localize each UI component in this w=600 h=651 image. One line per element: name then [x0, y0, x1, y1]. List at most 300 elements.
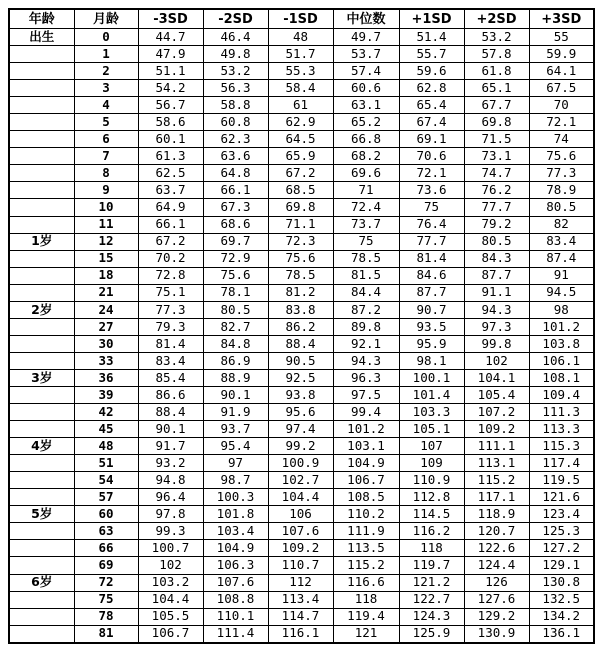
value-cell: 109 [399, 455, 464, 472]
value-cell: 49.7 [333, 29, 399, 46]
value-cell: 119.7 [399, 557, 464, 574]
value-cell: 98 [529, 301, 594, 318]
value-cell: 65.2 [333, 114, 399, 131]
value-cell: 61 [268, 97, 333, 114]
value-cell: 79.2 [464, 216, 529, 233]
age-cell [9, 523, 74, 540]
value-cell: 63.1 [333, 97, 399, 114]
value-cell: 116.2 [399, 523, 464, 540]
value-cell: 88.9 [203, 369, 268, 386]
value-cell: 69.6 [333, 165, 399, 182]
value-cell: 77.3 [138, 301, 203, 318]
value-cell: 113.1 [464, 455, 529, 472]
month-cell: 54 [74, 472, 138, 489]
month-cell: 27 [74, 318, 138, 335]
value-cell: 98.1 [399, 352, 464, 369]
value-cell: 68.6 [203, 216, 268, 233]
value-cell: 100.1 [399, 369, 464, 386]
value-cell: 68.5 [268, 182, 333, 199]
age-cell [9, 455, 74, 472]
table-row [9, 438, 594, 455]
month-cell: 33 [74, 352, 138, 369]
value-cell: 57.4 [333, 63, 399, 80]
value-cell: 97.3 [464, 318, 529, 335]
table-row [9, 523, 594, 540]
age-cell [9, 421, 74, 438]
value-cell: 75 [333, 233, 399, 250]
value-cell: 56.3 [203, 80, 268, 97]
value-cell: 68.2 [333, 148, 399, 165]
column-header-age: 年龄 [9, 9, 74, 29]
value-cell: 121.2 [399, 574, 464, 591]
value-cell: 86.2 [268, 318, 333, 335]
value-cell: 93.2 [138, 455, 203, 472]
month-cell: 36 [74, 369, 138, 386]
value-cell: 93.5 [399, 318, 464, 335]
value-cell: 88.4 [268, 335, 333, 352]
value-cell: 99.8 [464, 335, 529, 352]
table-row [9, 148, 594, 165]
value-cell: 91.7 [138, 438, 203, 455]
value-cell: 51.1 [138, 63, 203, 80]
value-cell: 67.2 [268, 165, 333, 182]
age-cell [9, 148, 74, 165]
age-cell [9, 540, 74, 557]
value-cell: 77.7 [464, 199, 529, 216]
value-cell: 58.4 [268, 80, 333, 97]
value-cell: 72.3 [268, 233, 333, 250]
age-cell [9, 335, 74, 352]
value-cell: 81.4 [399, 250, 464, 267]
value-cell: 53.2 [203, 63, 268, 80]
value-cell: 49.8 [203, 46, 268, 63]
value-cell: 106.3 [203, 557, 268, 574]
value-cell: 104.4 [138, 591, 203, 608]
value-cell: 95.9 [399, 335, 464, 352]
value-cell: 115.2 [333, 557, 399, 574]
value-cell: 72.8 [138, 267, 203, 284]
value-cell: 92.1 [333, 335, 399, 352]
value-cell: 134.2 [529, 608, 594, 625]
table-row [9, 46, 594, 63]
value-cell: 57.8 [464, 46, 529, 63]
value-cell: 106.7 [138, 625, 203, 643]
value-cell: 118 [333, 591, 399, 608]
value-cell: 82.7 [203, 318, 268, 335]
value-cell: 100.9 [268, 455, 333, 472]
value-cell: 72.9 [203, 250, 268, 267]
age-cell [9, 46, 74, 63]
age-cell [9, 97, 74, 114]
value-cell: 71.5 [464, 131, 529, 148]
value-cell: 56.7 [138, 97, 203, 114]
header-row [9, 9, 594, 29]
table-row [9, 301, 594, 318]
value-cell: 107.2 [464, 404, 529, 421]
column-header-plus1sd: +1SD [399, 9, 464, 29]
value-cell: 97 [203, 455, 268, 472]
value-cell: 100.3 [203, 489, 268, 506]
table-row [9, 455, 594, 472]
month-cell: 5 [74, 114, 138, 131]
value-cell: 109.4 [529, 386, 594, 403]
value-cell: 94.3 [333, 352, 399, 369]
value-cell: 117.4 [529, 455, 594, 472]
value-cell: 51.7 [268, 46, 333, 63]
value-cell: 115.2 [464, 472, 529, 489]
value-cell: 100.7 [138, 540, 203, 557]
value-cell: 125.9 [399, 625, 464, 643]
age-cell [9, 386, 74, 403]
value-cell: 69.8 [464, 114, 529, 131]
value-cell: 87.2 [333, 301, 399, 318]
month-cell: 60 [74, 506, 138, 523]
value-cell: 84.8 [203, 335, 268, 352]
table-row [9, 506, 594, 523]
value-cell: 105.1 [399, 421, 464, 438]
value-cell: 121.6 [529, 489, 594, 506]
value-cell: 94.5 [529, 284, 594, 301]
value-cell: 107.6 [203, 574, 268, 591]
value-cell: 125.3 [529, 523, 594, 540]
table-row [9, 489, 594, 506]
value-cell: 88.4 [138, 404, 203, 421]
table-row [9, 182, 594, 199]
value-cell: 53.2 [464, 29, 529, 46]
value-cell: 113.4 [268, 591, 333, 608]
value-cell: 116.1 [268, 625, 333, 643]
value-cell: 111.3 [529, 404, 594, 421]
value-cell: 96.3 [333, 369, 399, 386]
value-cell: 110.7 [268, 557, 333, 574]
age-cell [9, 182, 74, 199]
value-cell: 110.2 [333, 506, 399, 523]
height-growth-standard-table [8, 8, 595, 644]
value-cell: 107.6 [268, 523, 333, 540]
month-cell: 45 [74, 421, 138, 438]
value-cell: 124.4 [464, 557, 529, 574]
month-cell: 21 [74, 284, 138, 301]
value-cell: 127.2 [529, 540, 594, 557]
table-row [9, 591, 594, 608]
value-cell: 60.1 [138, 131, 203, 148]
column-header-median: 中位数 [333, 9, 399, 29]
age-cell [9, 591, 74, 608]
value-cell: 61.8 [464, 63, 529, 80]
month-cell: 42 [74, 404, 138, 421]
value-cell: 99.3 [138, 523, 203, 540]
value-cell: 67.2 [138, 233, 203, 250]
value-cell: 80.5 [529, 199, 594, 216]
value-cell: 60.8 [203, 114, 268, 131]
value-cell: 90.1 [203, 386, 268, 403]
value-cell: 67.7 [464, 97, 529, 114]
value-cell: 67.4 [399, 114, 464, 131]
age-cell: 1岁 [9, 233, 74, 250]
value-cell: 105.4 [464, 386, 529, 403]
value-cell: 51.4 [399, 29, 464, 46]
value-cell: 104.9 [333, 455, 399, 472]
table-row [9, 352, 594, 369]
value-cell: 90.5 [268, 352, 333, 369]
month-cell: 12 [74, 233, 138, 250]
value-cell: 136.1 [529, 625, 594, 643]
value-cell: 129.2 [464, 608, 529, 625]
age-cell [9, 165, 74, 182]
value-cell: 55 [529, 29, 594, 46]
value-cell: 75 [399, 199, 464, 216]
age-cell [9, 625, 74, 643]
column-header-plus2sd: +2SD [464, 9, 529, 29]
value-cell: 118.9 [464, 506, 529, 523]
table-row [9, 318, 594, 335]
age-cell [9, 250, 74, 267]
month-cell: 57 [74, 489, 138, 506]
month-cell: 81 [74, 625, 138, 643]
table-row [9, 574, 594, 591]
value-cell: 108.5 [333, 489, 399, 506]
month-cell: 0 [74, 29, 138, 46]
month-cell: 9 [74, 182, 138, 199]
value-cell: 75.6 [529, 148, 594, 165]
age-cell: 3岁 [9, 369, 74, 386]
age-cell [9, 80, 74, 97]
value-cell: 69.7 [203, 233, 268, 250]
value-cell: 101.2 [529, 318, 594, 335]
table-row [9, 404, 594, 421]
value-cell: 67.5 [529, 80, 594, 97]
value-cell: 111.4 [203, 625, 268, 643]
value-cell: 104.1 [464, 369, 529, 386]
value-cell: 74 [529, 131, 594, 148]
value-cell: 91.1 [464, 284, 529, 301]
value-cell: 122.7 [399, 591, 464, 608]
value-cell: 94.8 [138, 472, 203, 489]
value-cell: 61.3 [138, 148, 203, 165]
age-cell: 6岁 [9, 574, 74, 591]
value-cell: 87.7 [399, 284, 464, 301]
column-header-plus3sd: +3SD [529, 9, 594, 29]
value-cell: 80.5 [464, 233, 529, 250]
column-header-minus3sd: -3SD [138, 9, 203, 29]
value-cell: 86.9 [203, 352, 268, 369]
value-cell: 70.2 [138, 250, 203, 267]
value-cell: 110.1 [203, 608, 268, 625]
age-cell [9, 63, 74, 80]
table-row [9, 335, 594, 352]
month-cell: 18 [74, 267, 138, 284]
value-cell: 111.1 [464, 438, 529, 455]
table-row [9, 267, 594, 284]
value-cell: 93.8 [268, 386, 333, 403]
value-cell: 119.4 [333, 608, 399, 625]
value-cell: 91 [529, 267, 594, 284]
value-cell: 83.4 [529, 233, 594, 250]
value-cell: 109.2 [464, 421, 529, 438]
value-cell: 67.3 [203, 199, 268, 216]
value-cell: 81.2 [268, 284, 333, 301]
value-cell: 114.7 [268, 608, 333, 625]
value-cell: 110.9 [399, 472, 464, 489]
value-cell: 86.6 [138, 386, 203, 403]
value-cell: 99.2 [268, 438, 333, 455]
value-cell: 46.4 [203, 29, 268, 46]
value-cell: 83.8 [268, 301, 333, 318]
value-cell: 90.7 [399, 301, 464, 318]
table-row [9, 608, 594, 625]
value-cell: 108.1 [529, 369, 594, 386]
month-cell: 30 [74, 335, 138, 352]
value-cell: 129.1 [529, 557, 594, 574]
value-cell: 113.5 [333, 540, 399, 557]
value-cell: 78.5 [333, 250, 399, 267]
value-cell: 106.1 [529, 352, 594, 369]
value-cell: 95.6 [268, 404, 333, 421]
month-cell: 15 [74, 250, 138, 267]
table-row [9, 557, 594, 574]
value-cell: 97.8 [138, 506, 203, 523]
value-cell: 124.3 [399, 608, 464, 625]
value-cell: 69.8 [268, 199, 333, 216]
value-cell: 102 [464, 352, 529, 369]
month-cell: 63 [74, 523, 138, 540]
value-cell: 102.7 [268, 472, 333, 489]
value-cell: 64.8 [203, 165, 268, 182]
value-cell: 98.7 [203, 472, 268, 489]
month-cell: 24 [74, 301, 138, 318]
value-cell: 99.4 [333, 404, 399, 421]
value-cell: 59.9 [529, 46, 594, 63]
value-cell: 105.5 [138, 608, 203, 625]
value-cell: 101.4 [399, 386, 464, 403]
value-cell: 74.7 [464, 165, 529, 182]
value-cell: 103.2 [138, 574, 203, 591]
table-row [9, 472, 594, 489]
value-cell: 97.5 [333, 386, 399, 403]
column-header-minus2sd: -2SD [203, 9, 268, 29]
value-cell: 66.1 [138, 216, 203, 233]
month-cell: 2 [74, 63, 138, 80]
month-cell: 10 [74, 199, 138, 216]
value-cell: 59.6 [399, 63, 464, 80]
value-cell: 106.7 [333, 472, 399, 489]
value-cell: 48 [268, 29, 333, 46]
table-row [9, 114, 594, 131]
month-cell: 69 [74, 557, 138, 574]
age-cell: 2岁 [9, 301, 74, 318]
value-cell: 101.8 [203, 506, 268, 523]
month-cell: 3 [74, 80, 138, 97]
value-cell: 123.4 [529, 506, 594, 523]
value-cell: 70.6 [399, 148, 464, 165]
value-cell: 87.7 [464, 267, 529, 284]
value-cell: 115.3 [529, 438, 594, 455]
value-cell: 75.6 [268, 250, 333, 267]
table-row [9, 540, 594, 557]
value-cell: 69.1 [399, 131, 464, 148]
value-cell: 64.9 [138, 199, 203, 216]
value-cell: 106 [268, 506, 333, 523]
value-cell: 104.4 [268, 489, 333, 506]
value-cell: 90.1 [138, 421, 203, 438]
value-cell: 103.4 [203, 523, 268, 540]
value-cell: 63.7 [138, 182, 203, 199]
month-cell: 11 [74, 216, 138, 233]
value-cell: 117.1 [464, 489, 529, 506]
value-cell: 84.3 [464, 250, 529, 267]
table-row [9, 97, 594, 114]
value-cell: 81.4 [138, 335, 203, 352]
table-row [9, 250, 594, 267]
value-cell: 58.8 [203, 97, 268, 114]
age-cell [9, 267, 74, 284]
table-header [9, 9, 594, 29]
value-cell: 103.3 [399, 404, 464, 421]
value-cell: 54.2 [138, 80, 203, 97]
value-cell: 77.7 [399, 233, 464, 250]
age-cell: 4岁 [9, 438, 74, 455]
value-cell: 63.6 [203, 148, 268, 165]
value-cell: 103.1 [333, 438, 399, 455]
value-cell: 44.7 [138, 29, 203, 46]
column-header-minus1sd: -1SD [268, 9, 333, 29]
value-cell: 78.5 [268, 267, 333, 284]
month-cell: 72 [74, 574, 138, 591]
value-cell: 73.6 [399, 182, 464, 199]
value-cell: 76.4 [399, 216, 464, 233]
value-cell: 113.3 [529, 421, 594, 438]
value-cell: 65.9 [268, 148, 333, 165]
value-cell: 127.6 [464, 591, 529, 608]
value-cell: 87.4 [529, 250, 594, 267]
value-cell: 92.5 [268, 369, 333, 386]
value-cell: 112.8 [399, 489, 464, 506]
value-cell: 93.7 [203, 421, 268, 438]
table-row [9, 131, 594, 148]
value-cell: 76.2 [464, 182, 529, 199]
value-cell: 102 [138, 557, 203, 574]
table-row [9, 233, 594, 250]
value-cell: 119.5 [529, 472, 594, 489]
value-cell: 72.1 [399, 165, 464, 182]
value-cell: 79.3 [138, 318, 203, 335]
value-cell: 77.3 [529, 165, 594, 182]
value-cell: 64.5 [268, 131, 333, 148]
value-cell: 130.8 [529, 574, 594, 591]
month-cell: 8 [74, 165, 138, 182]
column-header-month: 月龄 [74, 9, 138, 29]
month-cell: 6 [74, 131, 138, 148]
value-cell: 121 [333, 625, 399, 643]
age-cell [9, 557, 74, 574]
value-cell: 84.4 [333, 284, 399, 301]
value-cell: 62.8 [399, 80, 464, 97]
value-cell: 53.7 [333, 46, 399, 63]
value-cell: 89.8 [333, 318, 399, 335]
value-cell: 66.8 [333, 131, 399, 148]
value-cell: 114.5 [399, 506, 464, 523]
value-cell: 111.9 [333, 523, 399, 540]
month-cell: 75 [74, 591, 138, 608]
age-cell [9, 352, 74, 369]
value-cell: 91.9 [203, 404, 268, 421]
value-cell: 112 [268, 574, 333, 591]
value-cell: 75.1 [138, 284, 203, 301]
age-cell [9, 114, 74, 131]
table-row [9, 199, 594, 216]
value-cell: 65.4 [399, 97, 464, 114]
value-cell: 126 [464, 574, 529, 591]
